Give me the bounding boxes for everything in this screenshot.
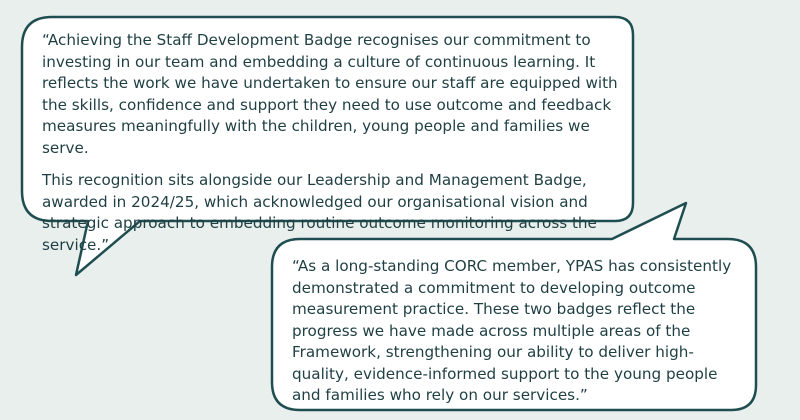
quote-two-paragraph-1: “As a long-standing CORC member, YPAS has consistently demonstrated a commitment to developing outcome measurement practice. These two badges reflect the progress we have made across multiple areas of the Framework, strengthening our ability to deliver high-quality, evidence-informed support to the young people and families who rely on our services.” bbox=[292, 257, 732, 404]
quote-two bbox=[292, 256, 732, 407]
quote-one-paragraph-1: “Achieving the Staff Development Badge recognises our commitment to investing in our team and embedding a culture of continuous learning. It reflects the work we have undertaken to ensure our staff are equipped with the skills, confidence and support they need to use outcome and feedback measures meaningfully with the children, young people and families we serve. bbox=[42, 31, 618, 157]
quote-one-paragraph-2: This recognition sits alongside our Leadership and Management Badge, awarded in 2024/25, which acknowledged our organisational vision and strategic approach to embedding routine outcome monitoring across the service.” bbox=[42, 171, 597, 254]
quote-one bbox=[42, 30, 622, 256]
